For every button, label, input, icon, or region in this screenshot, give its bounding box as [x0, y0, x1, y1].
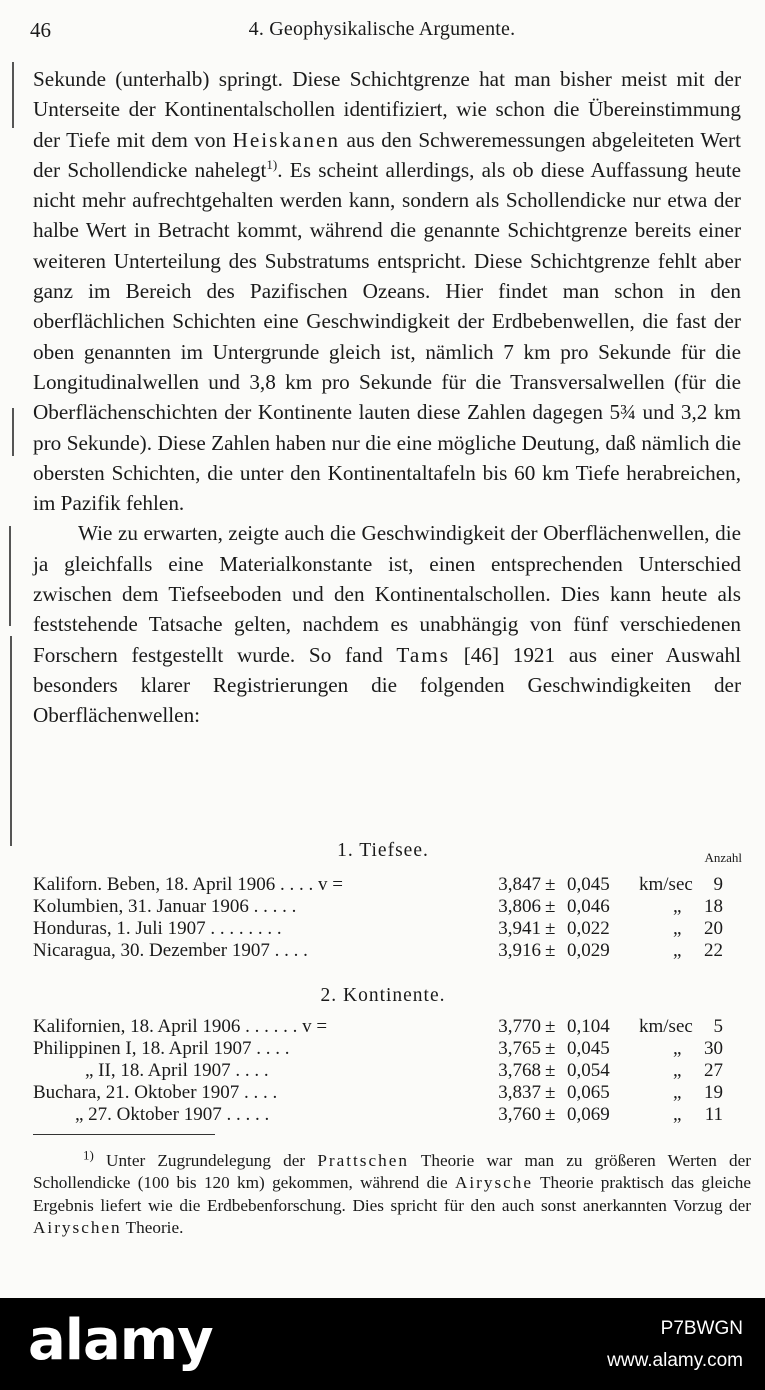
alamy-logo: alamy [28, 1308, 213, 1373]
margin-mark [9, 526, 11, 626]
margin-mark [12, 62, 14, 128]
footnote-rule [33, 1134, 215, 1135]
margin-mark [10, 636, 12, 846]
footnote-marker: 1) [83, 1147, 94, 1163]
author-name: Airyschen [33, 1218, 122, 1238]
footnote-ref: 1) [266, 156, 278, 172]
section-title-kontinente: 2. Kontinente. [320, 985, 446, 1006]
author-name: Tams [396, 642, 450, 667]
page-header [22, 18, 742, 48]
image-id: P7BWGN [660, 1318, 743, 1339]
footnote: $^{1)}$ Unter Zugrundelegung der Prattschen Theorie war man zu größeren Werten der Schollendicke (100 bis 120 km) gekommen, während die Airysche Theorie praktisch das gleiche Ergebnis liefert wie die Erdbebenforschung. Dies spricht für den auch sonst anerkannten Vorzug der Airyschen Theorie. [33, 1147, 751, 1238]
site-url: www.alamy.com [607, 1350, 743, 1371]
author-name: Prattschen [317, 1151, 409, 1170]
page-number: 46 [30, 18, 51, 42]
margin-mark [12, 408, 14, 456]
running-head: 4. Geophysikalische Argumente. [248, 18, 516, 40]
author-name: Airysche [454, 1173, 533, 1193]
body-text [33, 64, 741, 731]
paragraph: Wie zu erwarten, zeigte auch die Geschwindigkeit der Oberflächenwellen, die ja gleichfalls eine Materialkonstante ist, einen entsprechenden Unterschied zwischen dem Tiefseeboden und den Kontinentalschollen. Dies kann heute als feststehende Tatsache gelten, nachdem es unabhängig von fünf verschiedenen Forschern festgestellt wurde. So fand Tams [46] 1921 aus einer Auswahl besonders klarer Registrierungen die folgenden Geschwindigkeiten der Oberflächenwellen: [33, 521, 741, 728]
section-title-tiefsee: 1. Tiefsee. [337, 840, 429, 861]
author-name: Heiskanen [232, 127, 341, 152]
velocity-table: 1. Tiefsee. Anzahl Kaliforn. Beben, 18. April 1906 . . . . v = 3,847 ± 0,045 km/sec 9 Kolumbien, 31. Januar 1906 . . . . . 3,806 ± 0,046 „ 18 Honduras, 1. Juli 1907 . . . . . . . . 3,941 ± 0,022 „ 20 Nicaragua, 30. Dezember 1907 . . . . 3,916 ± 0,029 „ 22 2. Kontinente. Kalifornien, 18. April 1906 . . . . . . v = 3,770 ± 0,104 km/sec 5 Philippinen I, 18. April 1907 . . . . 3,765 ± 0,045 „ 30 „ II, 18. April 1907 . . . . 3,768 ± 0,054 „ 27 Buchara, 21. Oktober 1907 . . . . 3,837 ± 0,065 „ 19 „ 27. Oktober 1907 . . . . . 3,760 ± 0,069 „ 11 [33, 840, 742, 1125]
anzahl-header: Anzahl [704, 850, 742, 865]
paragraph: Sekunde (unterhalb) springt. Diese Schichtgrenze hat man bisher meist mit der Unterseite der Kontinentalschollen identifiziert, wie schon die Übereinstimmung der Tiefe mit dem von Heiskanen aus den Schweremessungen abgeleiteten Wert der Schollendicke nahelegt$^{1)}$. Es scheint allerdings, als ob diese Auffassung heute nicht mehr aufrechtgehalten werden kann, sondern als Schollendicke nur etwa der halbe Wert in Betracht kommt, während die genannte Schichtgrenze bereits einer weiteren Unterteilung des Substratums entspricht. Diese Schichtgrenze fehlt aber ganz im Bereich des Pazifischen Ozeans. Hier findet man schon in den oberflächlichen Schichten eine Geschwindigkeit der Erdbebenwellen, die fast der oben genannten im Untergrunde gleich ist, nämlich 7 km pro Sekunde für die Longitudinalwellen und 3,8 km pro Sekunde für die Transversalwellen (für die Oberflächenschichten der Kontinente lauten diese Zahlen dagegen 5¾ und 3,2 km pro Sekunde). Diese Zahlen haben nur die eine mögliche Deutung, daß nämlich die obersten Schichten, die unter den Kontinentaltafeln bis 60 km Tiefe herabreichen, im Pazifik fehlen. [33, 67, 741, 516]
